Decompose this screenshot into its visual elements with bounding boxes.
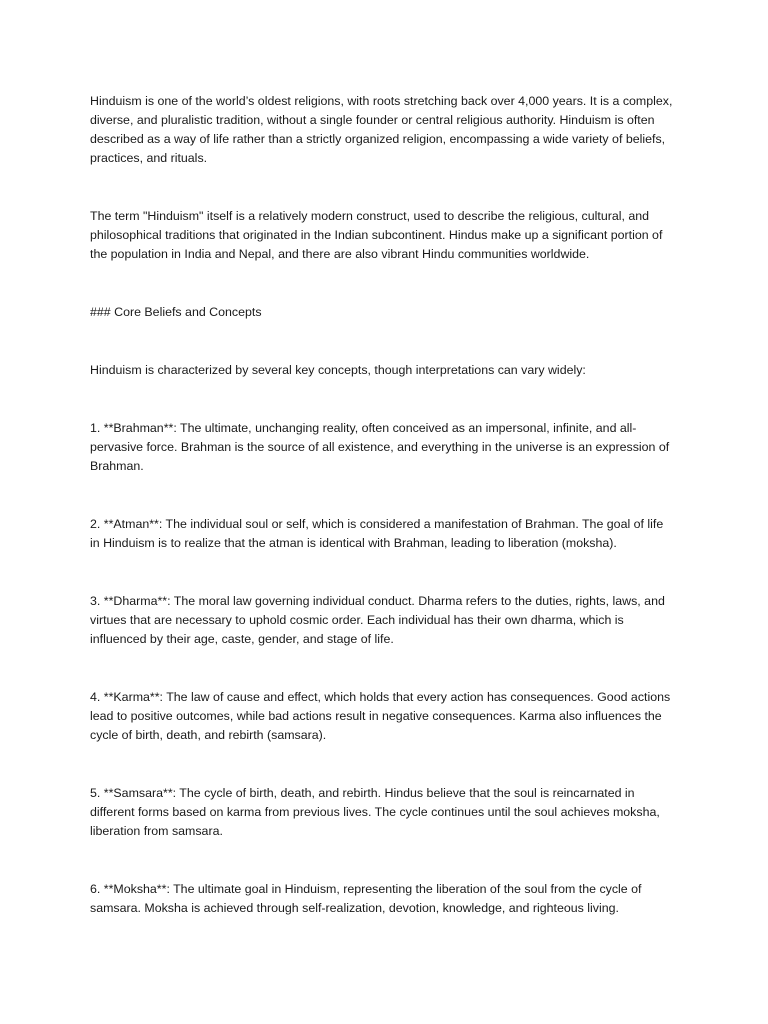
list-item-dharma: 3. **Dharma**: The moral law governing individual conduct. Dharma refers to the duties, rights, laws, and virtues that are necessary to uphold cosmic order. Each individual has their own dharma, which is influenced by their age, caste, gender, and stage of life. [90, 594, 665, 646]
intro-paragraph: Hinduism is one of the world’s oldest religions, with roots stretching back over 4,000 years. It is a complex, diverse, and pluralistic tradition, without a single founder or central religious authority. Hinduism is often described as a way of life rather than a strictly organized religion, encompassing a wide variety of beliefs, practices, and rituals. [90, 94, 673, 165]
concepts-intro-paragraph: Hinduism is characterized by several key concepts, though interpretations can vary widely: [90, 363, 586, 377]
list-item-moksha: 6. **Moksha**: The ultimate goal in Hinduism, representing the liberation of the soul from the cycle of samsara. Moksha is achieved through self-realization, devotion, knowledge, and righteous living. [90, 882, 642, 915]
term-paragraph: The term "Hinduism" itself is a relatively modern construct, used to describe the religious, cultural, and philosophical traditions that originated in the Indian subcontinent. Hindus make up a significant portion of the population in India and Nepal, and there are also vibrant Hindu communities worldwide. [90, 209, 663, 261]
list-item-brahman: 1. **Brahman**: The ultimate, unchanging reality, often conceived as an impersonal, infinite, and all-pervasive force. Brahman is the source of all existence, and everything in the universe is an expression of Brahman. [90, 421, 670, 473]
list-item-samsara: 5. **Samsara**: The cycle of birth, death, and rebirth. Hindus believe that the soul is reincarnated in different forms based on karma from previous lives. The cycle continues until the soul achieves moksha, liberation from samsara. [90, 786, 660, 838]
section-heading: ### Core Beliefs and Concepts [90, 305, 262, 319]
list-item-karma: 4. **Karma**: The law of cause and effect, which holds that every action has consequences. Good actions lead to positive outcomes, while bad actions result in negative consequences. Karma also influences the cycle of birth, death, and rebirth (samsara). [90, 690, 671, 742]
list-item-atman: 2. **Atman**: The individual soul or self, which is considered a manifestation of Brahman. The goal of life in Hinduism is to realize that the atman is identical with Brahman, leading to liberation (moksha). [90, 517, 664, 550]
document-body [90, 92, 676, 918]
